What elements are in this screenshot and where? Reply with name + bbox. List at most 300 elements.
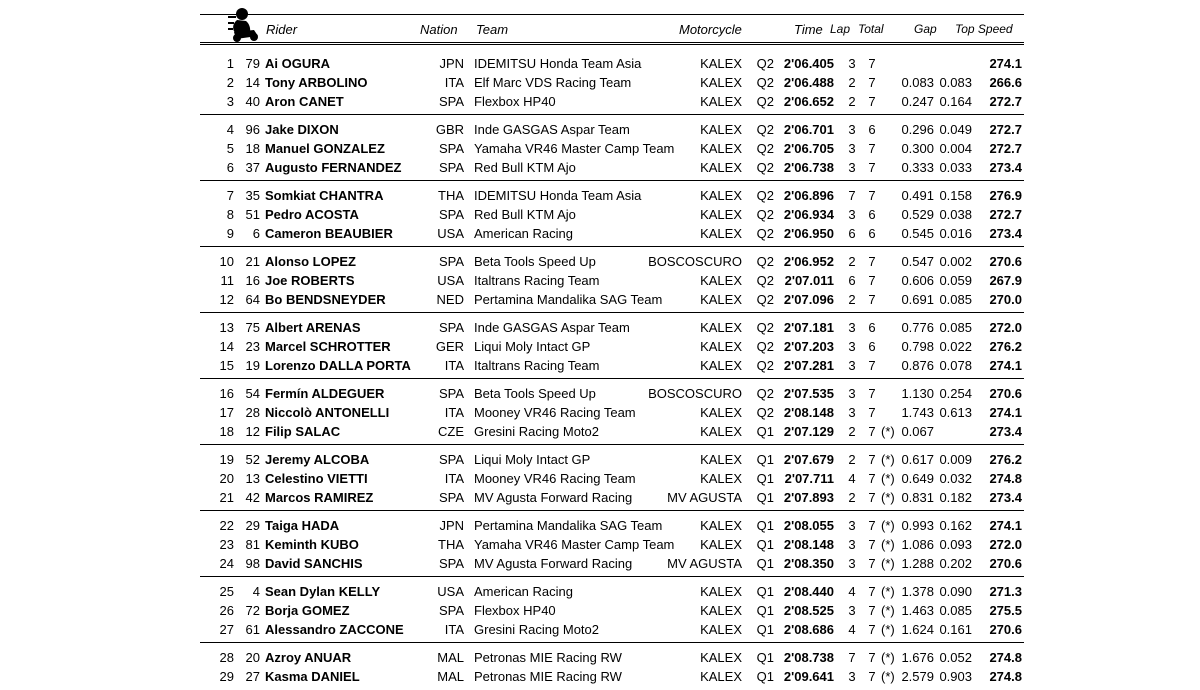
nation: GBR: [435, 122, 464, 137]
position: 14: [219, 339, 234, 354]
position: 4: [226, 122, 234, 137]
lap-time: 2'08.148: [783, 405, 834, 420]
total-laps: 7: [868, 160, 876, 175]
table-row: [0, 271, 1200, 290]
session: Q2: [756, 358, 774, 373]
top-speed: 274.8: [989, 650, 1022, 665]
best-lap: 6: [848, 273, 856, 288]
position: 3: [226, 94, 234, 109]
session: Q2: [756, 122, 774, 137]
gap-previous: 0.164: [939, 94, 972, 109]
position: 2: [226, 75, 234, 90]
motorcycle: KALEX: [700, 650, 742, 665]
top-speed: 270.0: [989, 292, 1022, 307]
gap-previous: 0.903: [939, 669, 972, 684]
motorcycle: KALEX: [700, 188, 742, 203]
top-speed: 271.3: [989, 584, 1022, 599]
top-speed: 272.0: [989, 320, 1022, 335]
table-row: [0, 403, 1200, 422]
position: 25: [219, 584, 234, 599]
gap-first: 0.083: [901, 75, 934, 90]
note-marker: (*): [881, 471, 895, 486]
team-name: Mooney VR46 Racing Team: [474, 471, 636, 486]
gap-first: 0.831: [901, 490, 934, 505]
gap-first: 0.529: [901, 207, 934, 222]
note-marker: (*): [881, 556, 895, 571]
table-row: [0, 92, 1200, 111]
total-laps: 7: [868, 490, 876, 505]
position: 27: [219, 622, 234, 637]
gap-previous: 0.161: [939, 622, 972, 637]
total-laps: 7: [868, 141, 876, 156]
nation: GER: [435, 339, 464, 354]
rider-name: Filip SALAC: [265, 424, 341, 439]
best-lap: 3: [848, 518, 856, 533]
total-laps: 7: [868, 452, 876, 467]
group-separator: [200, 642, 1024, 643]
rider-number: 52: [245, 452, 260, 467]
rider-number: 79: [245, 56, 260, 71]
team-name: Beta Tools Speed Up: [474, 386, 596, 401]
gap-previous: 0.085: [939, 603, 972, 618]
group-separator: [200, 444, 1024, 445]
total-laps: 7: [868, 518, 876, 533]
group-separator: [200, 312, 1024, 313]
gap-first: 1.624: [901, 622, 934, 637]
group-separator: [200, 180, 1024, 181]
lap-time: 2'06.405: [783, 56, 834, 71]
total-laps: 7: [868, 603, 876, 618]
lap-time: 2'07.096: [783, 292, 834, 307]
top-speed: 272.7: [989, 141, 1022, 156]
nation: SPA: [438, 141, 464, 156]
motorcycle: KALEX: [700, 122, 742, 137]
lap-time: 2'07.679: [783, 452, 834, 467]
top-speed: 267.9: [989, 273, 1022, 288]
best-lap: 3: [848, 556, 856, 571]
header-rider: Rider: [266, 22, 298, 37]
rider-number: 96: [245, 122, 260, 137]
rider-number: 61: [245, 622, 260, 637]
lap-time: 2'08.440: [783, 584, 834, 599]
gap-previous: 0.009: [939, 452, 972, 467]
rider-number: 42: [245, 490, 260, 505]
session: Q2: [756, 56, 774, 71]
total-laps: 7: [868, 94, 876, 109]
position: 21: [219, 490, 234, 505]
rider-number: 14: [245, 75, 260, 90]
nation: ITA: [444, 471, 464, 486]
nation: ITA: [444, 405, 464, 420]
nation: SPA: [438, 94, 464, 109]
session: Q2: [756, 254, 774, 269]
team-name: Italtrans Racing Team: [474, 273, 600, 288]
lap-time: 2'07.281: [783, 358, 834, 373]
rider-name: Jake DIXON: [265, 122, 339, 137]
team-name: Flexbox HP40: [474, 603, 556, 618]
lap-time: 2'08.055: [783, 518, 834, 533]
total-laps: 7: [868, 56, 876, 71]
position: 16: [219, 386, 234, 401]
top-speed: 270.6: [989, 386, 1022, 401]
lap-time: 2'06.896: [783, 188, 834, 203]
rider-name: Tony ARBOLINO: [265, 75, 368, 90]
position: 10: [219, 254, 234, 269]
motorcycle: KALEX: [700, 603, 742, 618]
table-row: [0, 601, 1200, 620]
team-name: Flexbox HP40: [474, 94, 556, 109]
nation: MAL: [437, 650, 464, 665]
team-name: MV Agusta Forward Racing: [474, 556, 633, 571]
best-lap: 3: [848, 207, 856, 222]
gap-first: 1.086: [901, 537, 934, 552]
position: 15: [219, 358, 234, 373]
table-row: [0, 469, 1200, 488]
nation: SPA: [438, 452, 464, 467]
total-laps: 7: [868, 471, 876, 486]
session: Q2: [756, 273, 774, 288]
table-row: [0, 205, 1200, 224]
session: Q2: [756, 75, 774, 90]
gap-first: 0.333: [901, 160, 934, 175]
team-name: Gresini Racing Moto2: [474, 424, 599, 439]
gap-previous: 0.052: [939, 650, 972, 665]
table-row: [0, 667, 1200, 686]
note-marker: (*): [881, 424, 895, 439]
team-name: American Racing: [474, 226, 573, 241]
session: Q2: [756, 320, 774, 335]
gap-previous: 0.085: [939, 320, 972, 335]
motorcycle-rider-icon: [228, 6, 262, 44]
position: 29: [219, 669, 234, 684]
lap-time: 2'06.950: [783, 226, 834, 241]
total-laps: 7: [868, 537, 876, 552]
team-name: MV Agusta Forward Racing: [474, 490, 633, 505]
lap-time: 2'08.686: [783, 622, 834, 637]
session: Q1: [756, 537, 774, 552]
motorcycle: KALEX: [700, 273, 742, 288]
rider-name: Niccolò ANTONELLI: [265, 405, 390, 420]
gap-previous: 0.022: [939, 339, 972, 354]
rider-number: 4: [252, 584, 260, 599]
motorcycle: BOSCOSCURO: [648, 386, 742, 401]
best-lap: 3: [848, 669, 856, 684]
session: Q1: [756, 556, 774, 571]
group-separator: [200, 510, 1024, 511]
motorcycle: KALEX: [700, 94, 742, 109]
gap-previous: 0.085: [939, 292, 972, 307]
position: 13: [219, 320, 234, 335]
rider-number: 40: [245, 94, 260, 109]
session: Q1: [756, 490, 774, 505]
total-laps: 7: [868, 254, 876, 269]
table-row: [0, 450, 1200, 469]
gap-first: 0.247: [901, 94, 934, 109]
table-row: [0, 73, 1200, 92]
top-speed: 272.0: [989, 537, 1022, 552]
motorcycle: KALEX: [700, 518, 742, 533]
note-marker: (*): [881, 452, 895, 467]
rider-name: Sean Dylan KELLY: [265, 584, 381, 599]
position: 17: [219, 405, 234, 420]
table-row: [0, 356, 1200, 375]
session: Q2: [756, 160, 774, 175]
session: Q2: [756, 405, 774, 420]
best-lap: 3: [848, 386, 856, 401]
lap-time: 2'06.934: [783, 207, 834, 222]
motorcycle: KALEX: [700, 622, 742, 637]
group-separator: [200, 378, 1024, 379]
rider-number: 51: [245, 207, 260, 222]
team-name: American Racing: [474, 584, 573, 599]
table-row: [0, 422, 1200, 441]
session: Q2: [756, 386, 774, 401]
nation: ITA: [444, 75, 464, 90]
rider-number: 75: [245, 320, 260, 335]
nation: JPN: [439, 518, 464, 533]
rider-name: Azroy ANUAR: [265, 650, 352, 665]
nation: USA: [437, 584, 464, 599]
table-row: [0, 384, 1200, 403]
team-name: Pertamina Mandalika SAG Team: [474, 292, 663, 307]
best-lap: 3: [848, 358, 856, 373]
lap-time: 2'06.701: [783, 122, 834, 137]
rider-name: Alessandro ZACCONE: [265, 622, 404, 637]
rider-name: Keminth KUBO: [265, 537, 359, 552]
header-motorcycle: Motorcycle: [679, 22, 742, 37]
rider-number: 21: [245, 254, 260, 269]
lap-time: 2'07.893: [783, 490, 834, 505]
total-laps: 7: [868, 669, 876, 684]
session: Q1: [756, 584, 774, 599]
note-marker: (*): [881, 650, 895, 665]
best-lap: 3: [848, 537, 856, 552]
header-lap: Lap: [830, 22, 851, 36]
top-speed: 273.4: [989, 160, 1022, 175]
motorcycle: BOSCOSCURO: [648, 254, 742, 269]
session: Q1: [756, 603, 774, 618]
position: 22: [219, 518, 234, 533]
rider-number: 98: [245, 556, 260, 571]
nation: USA: [437, 226, 464, 241]
note-marker: (*): [881, 490, 895, 505]
rider-name: Pedro ACOSTA: [265, 207, 359, 222]
position: 6: [226, 160, 234, 175]
rider-name: Taiga HADA: [265, 518, 340, 533]
top-speed: 273.4: [989, 490, 1022, 505]
gap-previous: 0.613: [939, 405, 972, 420]
gap-first: 0.876: [901, 358, 934, 373]
header-nation: Nation: [420, 22, 458, 37]
top-speed: 272.7: [989, 122, 1022, 137]
motorcycle: KALEX: [700, 292, 742, 307]
motorcycle: KALEX: [700, 207, 742, 222]
total-laps: 7: [868, 188, 876, 203]
team-name: Elf Marc VDS Racing Team: [474, 75, 632, 90]
gap-previous: 0.158: [939, 188, 972, 203]
lap-time: 2'06.738: [783, 160, 834, 175]
motorcycle: MV AGUSTA: [667, 556, 742, 571]
team-name: Red Bull KTM Ajo: [474, 207, 576, 222]
gap-previous: 0.182: [939, 490, 972, 505]
motorcycle: KALEX: [700, 160, 742, 175]
gap-previous: 0.090: [939, 584, 972, 599]
gap-previous: 0.004: [939, 141, 972, 156]
position: 1: [226, 56, 234, 71]
table-row: [0, 186, 1200, 205]
gap-first: 1.463: [901, 603, 934, 618]
gap-first: 1.130: [901, 386, 934, 401]
gap-previous: 0.078: [939, 358, 972, 373]
best-lap: 2: [848, 424, 856, 439]
rider-number: 19: [245, 358, 260, 373]
rider-number: 12: [245, 424, 260, 439]
motorcycle: KALEX: [700, 537, 742, 552]
rider-number: 54: [245, 386, 260, 401]
lap-time: 2'06.705: [783, 141, 834, 156]
lap-time: 2'08.148: [783, 537, 834, 552]
lap-time: 2'08.738: [783, 650, 834, 665]
rider-name: Aron CANET: [265, 94, 344, 109]
nation: NED: [436, 292, 464, 307]
total-laps: 7: [868, 584, 876, 599]
total-laps: 7: [868, 622, 876, 637]
session: Q2: [756, 141, 774, 156]
top-speed: 274.1: [989, 358, 1022, 373]
motorcycle: KALEX: [700, 669, 742, 684]
gap-first: 0.649: [901, 471, 934, 486]
total-laps: 7: [868, 75, 876, 90]
lap-time: 2'08.350: [783, 556, 834, 571]
gap-first: 0.300: [901, 141, 934, 156]
position: 11: [220, 273, 234, 288]
table-row: [0, 290, 1200, 309]
position: 8: [226, 207, 234, 222]
header-top-speed: Top Speed: [955, 22, 1013, 36]
gap-previous: 0.059: [939, 273, 972, 288]
best-lap: 2: [848, 452, 856, 467]
total-laps: 6: [868, 339, 876, 354]
best-lap: 2: [848, 292, 856, 307]
nation: ITA: [444, 358, 464, 373]
rider-number: 23: [245, 339, 260, 354]
header-total: Total: [858, 22, 884, 36]
motorcycle: KALEX: [700, 584, 742, 599]
gap-previous: 0.254: [939, 386, 972, 401]
nation: SPA: [438, 207, 464, 222]
best-lap: 3: [848, 160, 856, 175]
gap-first: 0.776: [901, 320, 934, 335]
motorcycle: MV AGUSTA: [667, 490, 742, 505]
top-speed: 276.2: [989, 339, 1022, 354]
rider-name: Alonso LOPEZ: [265, 254, 356, 269]
rider-name: Ai OGURA: [265, 56, 330, 71]
position: 19: [219, 452, 234, 467]
position: 26: [219, 603, 234, 618]
top-speed: 276.9: [989, 188, 1022, 203]
best-lap: 2: [848, 254, 856, 269]
rider-number: 20: [245, 650, 260, 665]
best-lap: 3: [848, 603, 856, 618]
table-row: [0, 554, 1200, 573]
motorcycle: KALEX: [700, 226, 742, 241]
gap-first: 1.676: [901, 650, 934, 665]
position: 24: [219, 556, 234, 571]
gap-previous: 0.032: [939, 471, 972, 486]
best-lap: 3: [848, 320, 856, 335]
total-laps: 7: [868, 273, 876, 288]
top-speed: 272.7: [989, 94, 1022, 109]
top-speed: 272.7: [989, 207, 1022, 222]
top-speed: 274.1: [989, 405, 1022, 420]
rider-name: Albert ARENAS: [265, 320, 361, 335]
header-team: Team: [476, 22, 509, 37]
top-speed: 274.1: [989, 56, 1022, 71]
best-lap: 2: [848, 75, 856, 90]
gap-first: 0.491: [901, 188, 934, 203]
table-row: [0, 120, 1200, 139]
best-lap: 2: [848, 94, 856, 109]
rider-name: Kasma DANIEL: [265, 669, 360, 684]
total-laps: 6: [868, 207, 876, 222]
nation: SPA: [438, 556, 464, 571]
total-laps: 7: [868, 424, 876, 439]
team-name: Petronas MIE Racing RW: [474, 669, 622, 684]
lap-time: 2'07.181: [783, 320, 834, 335]
total-laps: 6: [868, 122, 876, 137]
best-lap: 6: [848, 226, 856, 241]
position: 7: [226, 188, 234, 203]
rider-name: Fermín ALDEGUER: [265, 386, 385, 401]
gap-first: 2.579: [901, 669, 934, 684]
gap-previous: 0.093: [939, 537, 972, 552]
best-lap: 3: [848, 56, 856, 71]
gap-first: 1.378: [901, 584, 934, 599]
gap-previous: 0.038: [939, 207, 972, 222]
rider-number: 64: [245, 292, 260, 307]
lap-time: 2'07.011: [784, 273, 834, 288]
top-speed: 276.2: [989, 452, 1022, 467]
total-laps: 7: [868, 358, 876, 373]
lap-time: 2'09.641: [783, 669, 834, 684]
position: 12: [219, 292, 234, 307]
motorcycle: KALEX: [700, 339, 742, 354]
note-marker: (*): [881, 584, 895, 599]
rider-name: Joe ROBERTS: [265, 273, 355, 288]
lap-time: 2'08.525: [783, 603, 834, 618]
team-name: Red Bull KTM Ajo: [474, 160, 576, 175]
position: 18: [219, 424, 234, 439]
session: Q2: [756, 94, 774, 109]
header-gap: Gap: [914, 22, 937, 36]
nation: CZE: [438, 424, 464, 439]
lap-time: 2'07.129: [783, 424, 834, 439]
gap-previous: 0.033: [939, 160, 972, 175]
table-row: [0, 337, 1200, 356]
team-name: Italtrans Racing Team: [474, 358, 600, 373]
position: 28: [219, 650, 234, 665]
best-lap: 4: [848, 584, 856, 599]
total-laps: 7: [868, 556, 876, 571]
session: Q1: [756, 650, 774, 665]
rider-name: Marcel SCHROTTER: [265, 339, 391, 354]
motorcycle: KALEX: [700, 56, 742, 71]
session: Q1: [756, 452, 774, 467]
lap-time: 2'07.535: [783, 386, 834, 401]
nation: USA: [437, 273, 464, 288]
lap-time: 2'07.711: [784, 471, 834, 486]
gap-first: 0.606: [901, 273, 934, 288]
